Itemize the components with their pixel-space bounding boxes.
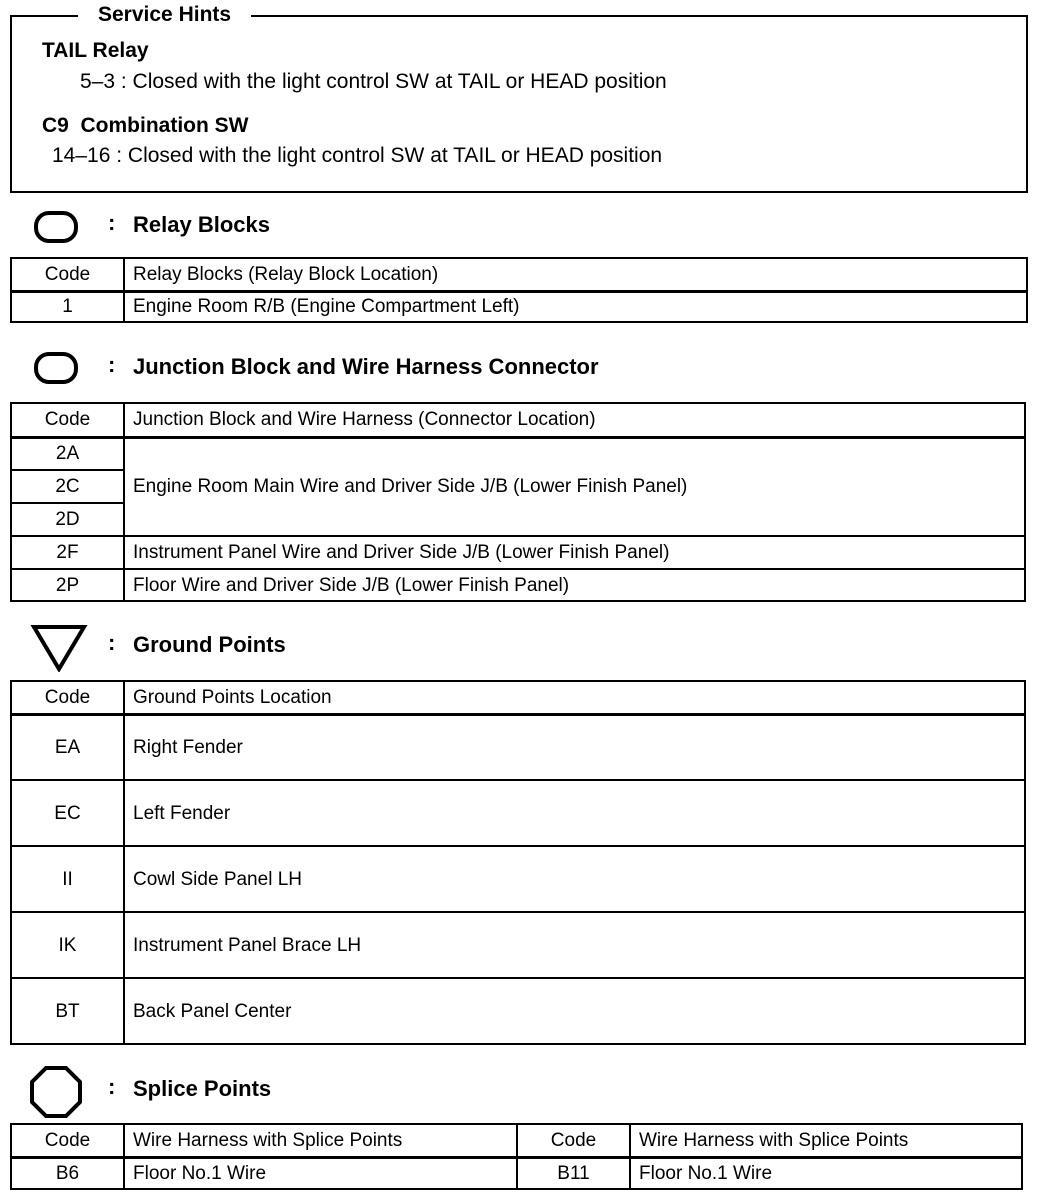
header-description: Junction Block and Wire Harness (Connector Location) [124, 403, 1025, 437]
colon: : [108, 630, 116, 655]
table-row [11, 714, 1025, 780]
row-description: Floor Wire and Driver Side J/B (Lower Finish Panel) [124, 569, 1025, 601]
table-row [11, 912, 1025, 978]
row-code: 2C [11, 470, 124, 503]
table-row [11, 536, 1025, 569]
colon: : [108, 210, 116, 235]
header-description: Wire Harness with Splice Points [630, 1124, 1022, 1157]
row-description: Floor No.1 Wire [124, 1157, 517, 1189]
row-code: EA [11, 714, 124, 780]
hint-line-combination-sw: 14–16 : Closed with the light control SW at TAIL or HEAD position [52, 144, 663, 167]
colon: : [108, 352, 116, 377]
row-code: 2P [11, 569, 124, 601]
octagon-icon [29, 1065, 83, 1119]
table-header-row [11, 1124, 1022, 1157]
table-row [11, 291, 1027, 322]
row-description: Instrument Panel Brace LH [124, 912, 1025, 978]
section-title-ground-points: Ground Points [133, 632, 286, 657]
row-code: 2D [11, 503, 124, 536]
relay-blocks-table [10, 257, 1028, 323]
table-row [11, 846, 1025, 912]
header-description: Ground Points Location [124, 681, 1025, 714]
table-header-row [11, 403, 1025, 437]
table-row [11, 978, 1025, 1044]
section-title-splice-points: Splice Points [133, 1076, 272, 1101]
section-title-junction-block: Junction Block and Wire Harness Connector [133, 354, 599, 379]
row-description: Right Fender [124, 714, 1025, 780]
row-code: EC [11, 780, 124, 846]
section-title-relay-blocks: Relay Blocks [133, 212, 270, 237]
row-description: Engine Room R/B (Engine Compartment Left) [124, 291, 1027, 322]
row-code: 2F [11, 536, 124, 569]
row-description: Back Panel Center [124, 978, 1025, 1044]
header-code: Code [11, 681, 124, 714]
rounded-rectangle-icon [34, 211, 78, 243]
header-description: Relay Blocks (Relay Block Location) [124, 258, 1027, 291]
row-code: II [11, 846, 124, 912]
row-description: Left Fender [124, 780, 1025, 846]
hint-heading-tail-relay: TAIL Relay [42, 39, 149, 62]
row-code: IK [11, 912, 124, 978]
splice-points-table [10, 1123, 1023, 1190]
row-description: Instrument Panel Wire and Driver Side J/B (Lower Finish Panel) [124, 536, 1025, 569]
header-code: Code [517, 1124, 630, 1157]
row-description: Cowl Side Panel LH [124, 846, 1025, 912]
rounded-rectangle-icon [34, 352, 78, 384]
ground-points-table [10, 680, 1026, 1045]
junction-block-table [10, 402, 1026, 602]
colon: : [108, 1074, 116, 1099]
row-code: B6 [11, 1157, 124, 1189]
table-row [11, 437, 1025, 470]
triangle-down-icon [30, 624, 88, 672]
header-code: Code [11, 1124, 124, 1157]
header-description: Wire Harness with Splice Points [124, 1124, 517, 1157]
row-code: 2A [11, 437, 124, 470]
row-code: BT [11, 978, 124, 1044]
table-row [11, 1157, 1022, 1189]
header-code: Code [11, 258, 124, 291]
header-code: Code [11, 403, 124, 437]
row-code: B11 [517, 1157, 630, 1189]
hint-heading-combination-sw: C9 Combination SW [42, 114, 249, 137]
table-header-row [11, 681, 1025, 714]
table-header-row [11, 258, 1027, 291]
hint-line-tail-relay: 5–3 : Closed with the light control SW at TAIL or HEAD position [80, 70, 667, 93]
row-code: 1 [11, 291, 124, 322]
table-row [11, 780, 1025, 846]
row-description: Engine Room Main Wire and Driver Side J/B (Lower Finish Panel) [124, 437, 1025, 536]
row-description: Floor No.1 Wire [630, 1157, 1022, 1189]
table-row [11, 569, 1025, 601]
service-hints-title: Service Hints [78, 3, 251, 27]
